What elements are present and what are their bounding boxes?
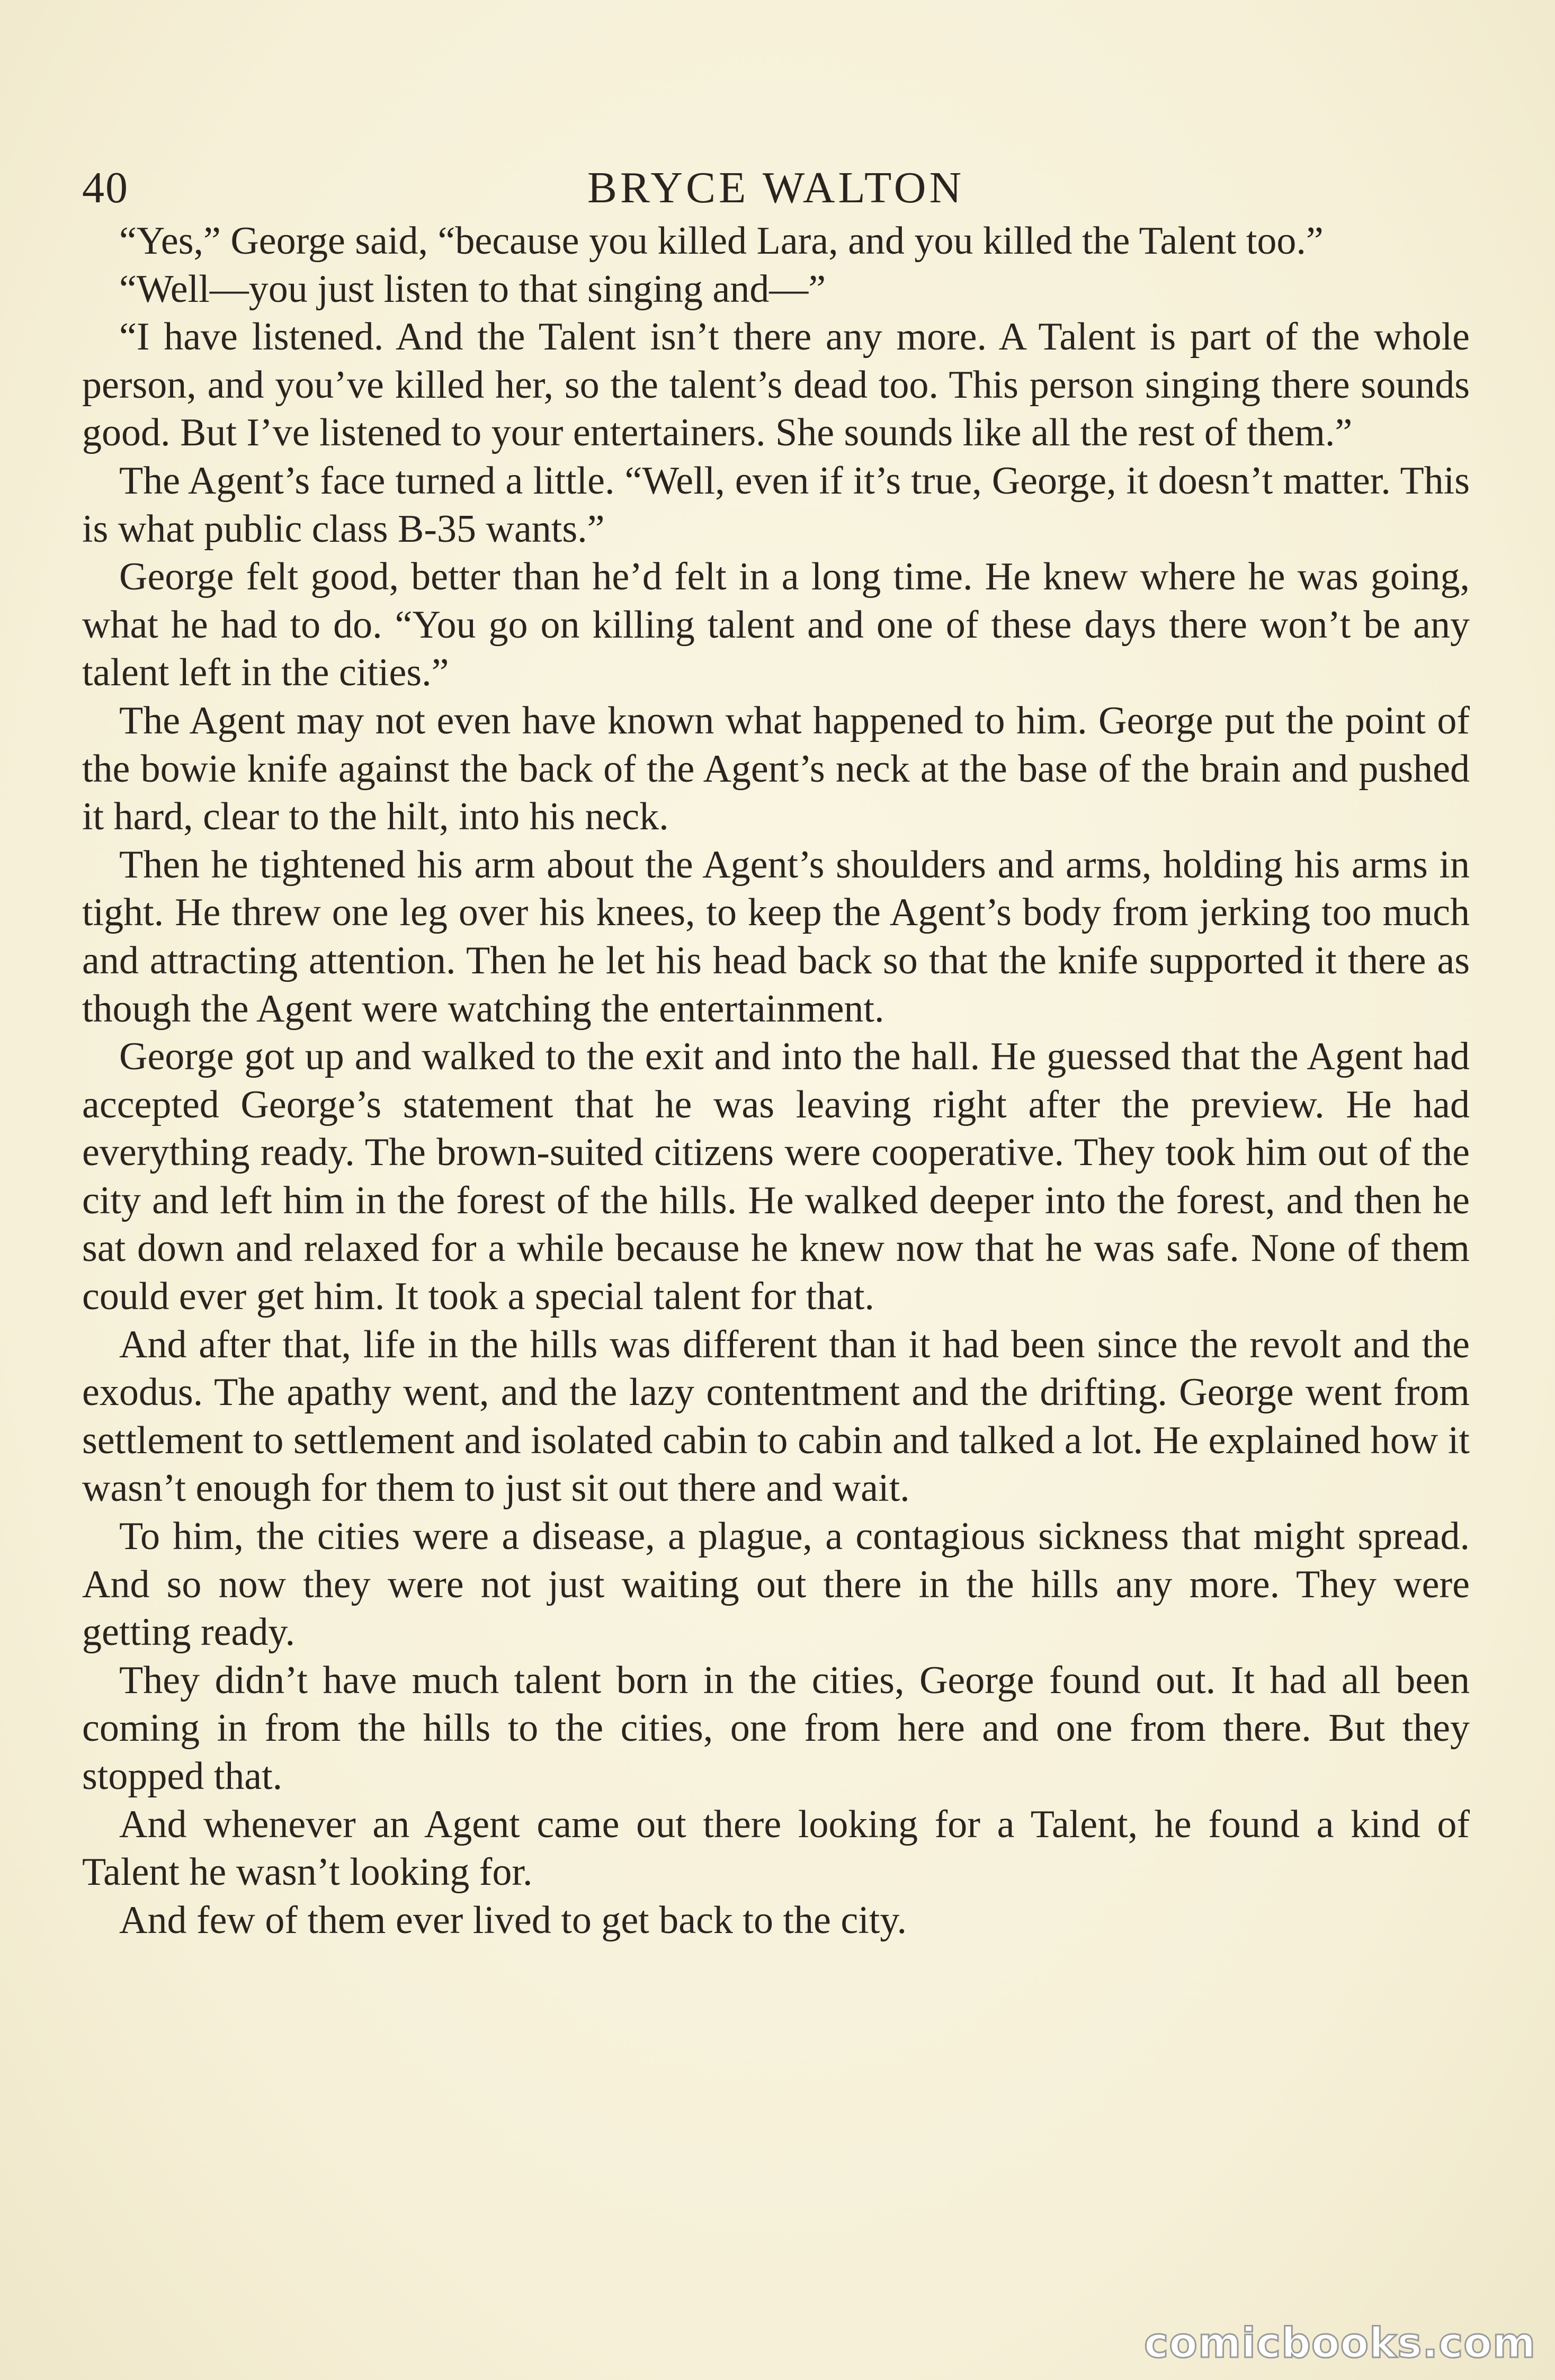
site-watermark: comicbooks.com — [1144, 2320, 1536, 2367]
paragraph: Then he tightened his arm about the Agent’s shoulders and arms, holding his arms in tight. He threw one leg over his knees, to keep the Agent’s body from jerking too much and attracting attention. Then he let his head back so that the knife supported it there as though the Agent were watching the entertainment. — [82, 843, 1470, 1031]
page-number: 40 — [82, 163, 129, 212]
page-header — [82, 159, 1470, 217]
body-text — [82, 217, 1470, 1944]
paragraph: To him, the cities were a disease, a plague, a contagious sickness that might spread. And so now they were not just waiting out there in the hills any more. They were getting ready. — [82, 1515, 1470, 1654]
paragraph: “I have listened. And the Talent isn’t there any more. A Talent is part of the whole person, and you’ve killed her, so the talent’s dead too. This person singing there sounds good. But I’ve listened to your entertainers. She sounds like all the rest of them.” — [82, 315, 1470, 455]
paragraph: And whenever an Agent came out there looking for a Talent, he found a kind of Talent he wasn’t looking for. — [82, 1802, 1470, 1894]
running-head: BRYCE WALTON — [587, 163, 965, 212]
paragraph: And after that, life in the hills was different than it had been since the revolt and the exodus. The apathy went, and the lazy contentment and the drifting. George went from settlement to settlement and isolated cabin to cabin and talked a lot. He explained how it wasn’t enough for them to just sit out there and wait. — [82, 1322, 1470, 1510]
paragraph: The Agent’s face turned a little. “Well, even if it’s true, George, it doesn’t matter. This is what public class B-35 wants.” — [82, 459, 1470, 551]
paragraph: “Well—you just listen to that singing and—” — [119, 267, 826, 311]
paragraph: They didn’t have much talent born in the cities, George found out. It had all been coming in from the hills to the cities, one from here and one from there. But they stopped that. — [82, 1658, 1470, 1798]
paragraph: George got up and walked to the exit and into the hall. He guessed that the Agent had accepted George’s statement that he was leaving right after the preview. He had everything ready. The brown-suited citizens were cooperative. They took him out of the city and left him in the forest of the hills. He walked deeper into the forest, and then he sat down and relaxed for a while because he knew now that he was safe. None of them could ever get him. It took a special talent for that. — [82, 1035, 1470, 1319]
paragraph: And few of them ever lived to get back to the city. — [119, 1898, 907, 1942]
paragraph: The Agent may not even have known what happened to him. George put the point of the bowie knife against the back of the Agent’s neck at the base of the brain and pushed it hard, clear to the hilt, into his neck. — [82, 699, 1470, 839]
paragraph: George felt good, better than he’d felt in a long time. He knew where he was going, what he had to do. “You go on killing talent and one of these days there won’t be any talent left in the cities.” — [82, 555, 1470, 695]
paragraph: “Yes,” George said, “because you killed Lara, and you killed the Talent too.” — [119, 219, 1324, 263]
